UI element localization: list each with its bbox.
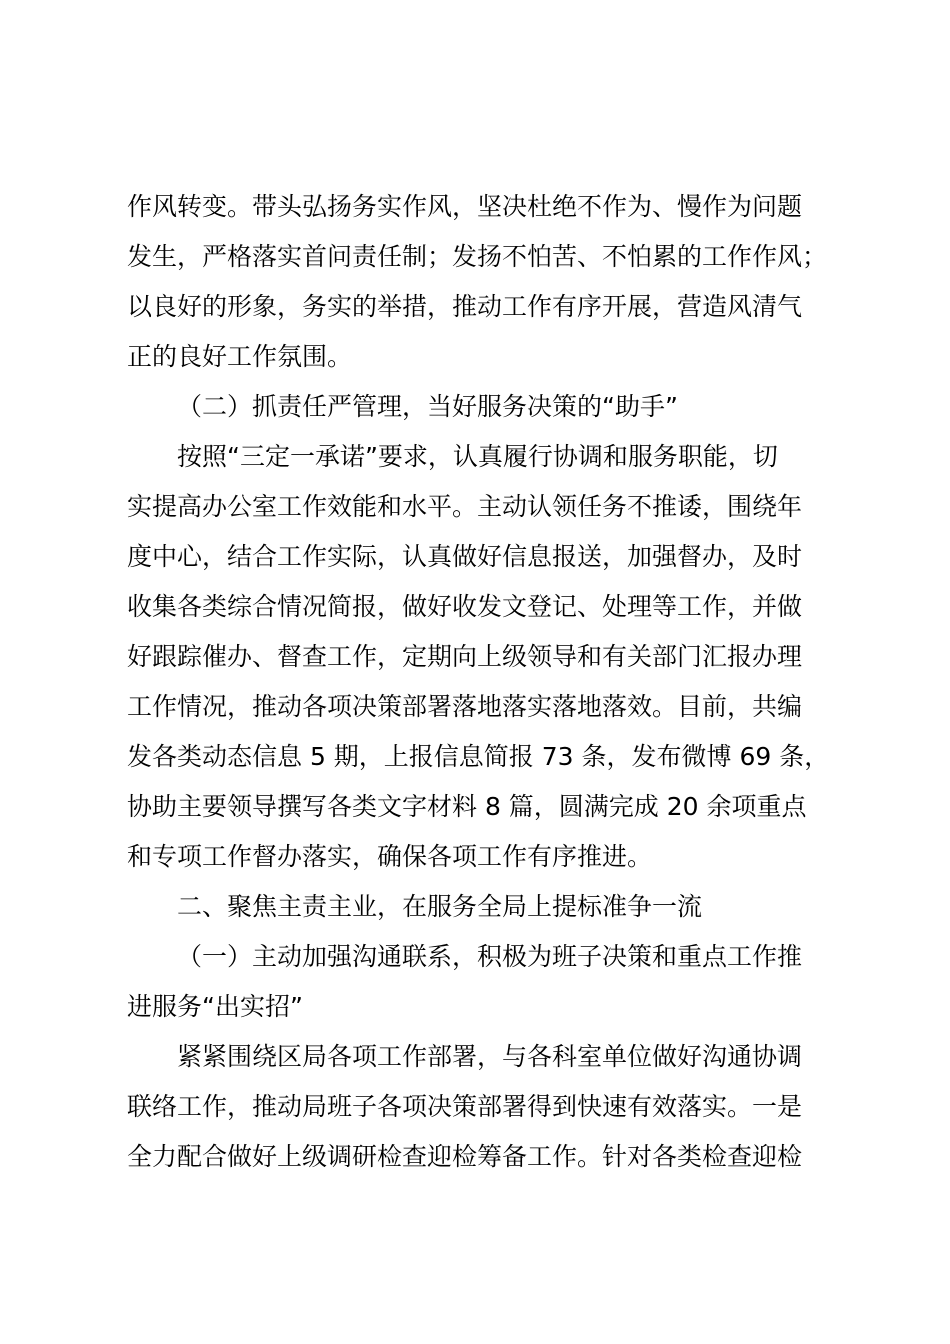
text-line: 度中心，结合工作实际，认真做好信息报送，加强督办，及时 bbox=[127, 542, 803, 571]
section-heading: （二）抓责任严管理，当好服务决策的“助手” bbox=[177, 392, 678, 421]
text-line: 好跟踪催办、督查工作，定期向上级领导和有关部门汇报办理 bbox=[127, 642, 803, 671]
text-line: 全力配合做好上级调研检查迎检筹备工作。针对各类检查迎检 bbox=[127, 1142, 803, 1171]
text-line: 紧紧围绕区局各项工作部署，与各科室单位做好沟通协调 bbox=[177, 1042, 803, 1071]
text-line: 作风转变。带头弘扬务实作风，坚决杜绝不作为、慢作为问题 bbox=[127, 192, 803, 221]
document-page bbox=[127, 182, 837, 1182]
section-heading: 二、聚焦主责主业，在服务全局上提标准争一流 bbox=[177, 892, 703, 921]
text-line: 发各类动态信息 5 期，上报信息简报 73 条，发布微博 69 条， bbox=[127, 742, 830, 771]
section-heading: 进服务“出实招” bbox=[127, 992, 303, 1021]
text-line: 联络工作，推动局班子各项决策部署得到快速有效落实。一是 bbox=[127, 1092, 803, 1121]
section-heading: （一）主动加强沟通联系，积极为班子决策和重点工作推 bbox=[177, 942, 803, 971]
text-line: 协助主要领导撰写各类文字材料 8 篇，圆满完成 20 余项重点 bbox=[127, 792, 807, 821]
text-line: 以良好的形象，务实的举措，推动工作有序开展，营造风清气 bbox=[127, 292, 803, 321]
text-line: 发生，严格落实首问责任制；发扬不怕苦、不怕累的工作作风； bbox=[127, 242, 828, 271]
text-line: 工作情况，推动各项决策部署落地落实落地落效。目前，共编 bbox=[127, 692, 803, 721]
text-line: 收集各类综合情况简报，做好收发文登记、处理等工作，并做 bbox=[127, 592, 803, 621]
text-line: 和专项工作督办落实，确保各项工作有序推进。 bbox=[127, 842, 653, 871]
text-line: 按照“三定一承诺”要求，认真履行协调和服务职能，切 bbox=[177, 442, 778, 471]
text-line: 正的良好工作氛围。 bbox=[127, 342, 353, 371]
text-line: 实提高办公室工作效能和水平。主动认领任务不推诿，围绕年 bbox=[127, 492, 803, 521]
